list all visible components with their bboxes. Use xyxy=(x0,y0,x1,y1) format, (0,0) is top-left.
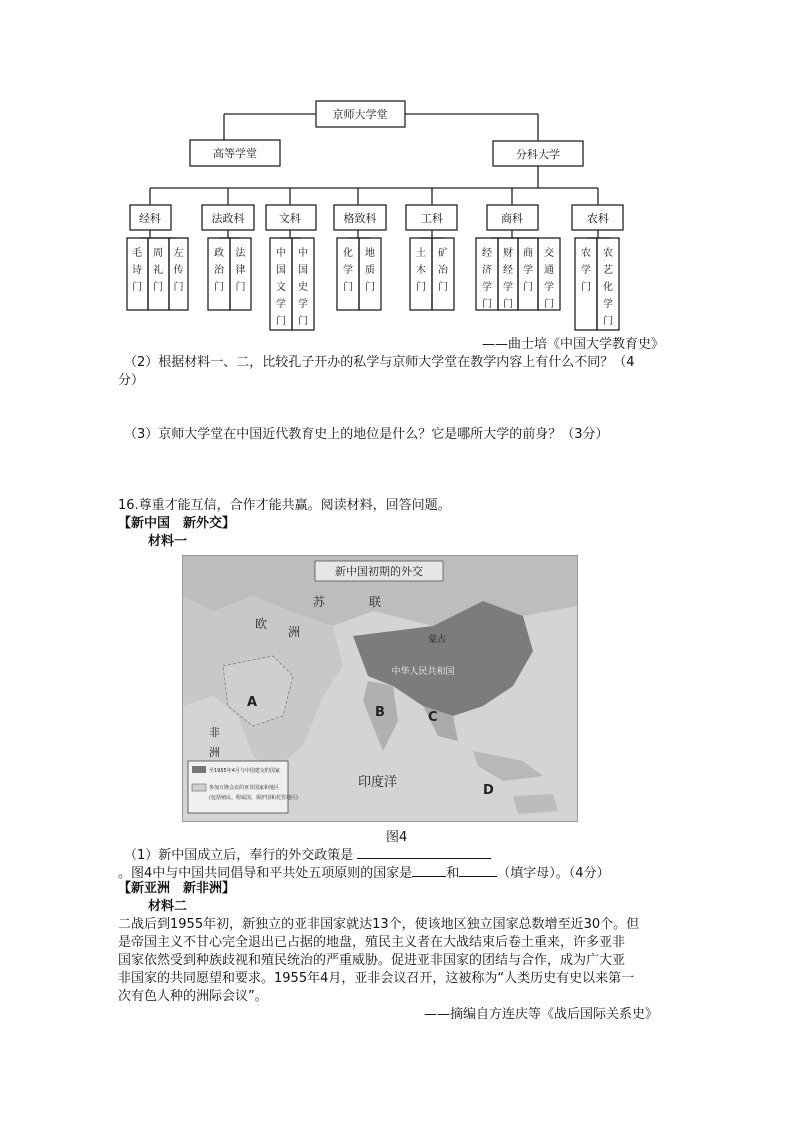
dept-label: 商学门 xyxy=(523,248,533,293)
node-right: 分科大学 xyxy=(516,148,560,161)
faculty-label: 工科 xyxy=(421,212,443,225)
faculty-label: 法政科 xyxy=(211,212,245,225)
paragraph-source: ——摘编自方连庆等《战后国际关系史》 xyxy=(424,1007,659,1022)
legend-item-1: 至1955年4月与中国建交的国家 xyxy=(209,768,280,774)
map-title: 新中国初期的外交 xyxy=(335,565,423,578)
paragraph-line: 二战后到1955年初，新独立的亚非国家就达13个，使该地区独立国家总数增至近30个。但 xyxy=(118,917,640,932)
map-label-asia: 洲 xyxy=(288,625,301,639)
map-label-africa-1: 非 xyxy=(209,726,220,739)
paragraph-line: 国家依然受到种族歧视和殖民统治的严重威胁。促进亚非国家的团结与合作，成为广大亚 xyxy=(118,953,626,968)
node-left: 高等学堂 xyxy=(213,147,257,160)
dept-label: 交通学门 xyxy=(544,248,554,310)
map-label-africa-2: 洲 xyxy=(209,746,220,759)
legend-note: (包括殖民、附属国、保护国和托管地区) xyxy=(209,795,298,801)
dept-label: 财经学门 xyxy=(503,248,513,310)
diagram-source: ——曲士培《中国大学教育史》 xyxy=(482,337,665,352)
answer-blank-2[interactable] xyxy=(459,862,497,877)
legend-item-2: 参加万隆会议的亚非国家和地区 xyxy=(209,785,280,791)
dept-label: 中国文学门 xyxy=(276,248,286,327)
section-title-1: 【新中国 新外交】 xyxy=(118,516,236,531)
material-2-label: 材料二 xyxy=(148,899,188,914)
figure-caption: 图4 xyxy=(386,830,408,845)
map-label-a: A xyxy=(247,695,258,710)
dept-label: 农学门 xyxy=(581,248,591,293)
dept-label: 中国史学门 xyxy=(298,248,308,327)
dept-label: 土木门 xyxy=(416,248,426,293)
dept-label: 矿冶门 xyxy=(438,248,448,293)
question-16: 16.尊重才能互信，合作才能共赢。阅读材料，回答问题。 xyxy=(118,498,451,513)
dept-label: 周礼门 xyxy=(153,248,163,293)
map-label-ussr-1: 苏 xyxy=(313,595,326,609)
material-1-label: 材料一 xyxy=(148,534,188,549)
question-2-line1: （2）根据材料一、二，比较孔子开办的私学与京师大学堂在教学内容上有什么不同？（4 xyxy=(124,355,635,370)
diplomacy-map xyxy=(182,555,578,822)
question-1-text-3: （填字母）。（4分） xyxy=(497,866,610,881)
map-label-b: B xyxy=(375,705,385,720)
faculty-label: 格致科 xyxy=(343,212,377,225)
dept-label: 农艺化学门 xyxy=(603,248,613,327)
question-1-text-2: 。图4中与中国共同倡导和平共处五项原则的国家是 xyxy=(118,866,413,881)
question-2-line2: 分） xyxy=(118,373,145,388)
map-label-ocean: 印度洋 xyxy=(358,775,398,790)
map-label-ussr-2: 联 xyxy=(369,595,382,609)
faculty-label: 农科 xyxy=(587,212,609,225)
map-label-mongolia: 蒙古 xyxy=(428,635,447,645)
map-label-c: C xyxy=(428,710,438,725)
dept-label: 左传门 xyxy=(173,248,184,293)
dept-label: 毛诗门 xyxy=(132,248,142,293)
dept-label: 化学门 xyxy=(343,248,353,293)
question-1-text: （1）新中国成立后，奉行的外交政策是 xyxy=(124,848,354,863)
map-label-prc: 中华人民共和国 xyxy=(391,667,455,677)
faculty-label: 商科 xyxy=(501,212,523,225)
faculty-label: 经科 xyxy=(139,212,161,225)
node-root: 京师大学堂 xyxy=(332,108,388,121)
dept-label: 法律门 xyxy=(235,248,246,293)
map-label-europe: 欧 xyxy=(255,617,268,631)
university-structure-diagram xyxy=(0,0,794,340)
answer-blank-1[interactable] xyxy=(412,862,446,877)
paragraph-line: 非国家的共同愿望和要求。1955年4月，亚非会议召开，这被称为“人类历史有史以来第一 xyxy=(118,971,635,986)
dept-label: 政治门 xyxy=(214,248,224,293)
section-title-2: 【新亚洲 新非洲】 xyxy=(118,881,236,896)
answer-blank-policy[interactable] xyxy=(357,844,491,859)
map-label-d: D xyxy=(483,783,494,798)
question-3: （3）京师大学堂在中国近代教育史上的地位是什么？它是哪所大学的前身？（3分） xyxy=(124,427,609,442)
dept-label: 地质门 xyxy=(365,248,375,293)
faculty-label: 文科 xyxy=(279,212,301,225)
paragraph-line: 次有色人种的洲际会议”。 xyxy=(118,989,268,1004)
dept-label: 经济学门 xyxy=(482,248,492,310)
question-1-and: 和 xyxy=(446,866,460,881)
paragraph-line: 是帝国主义不甘心完全退出已占据的地盘，殖民主义者在大战结束后卷土重来，许多亚非 xyxy=(118,935,626,950)
